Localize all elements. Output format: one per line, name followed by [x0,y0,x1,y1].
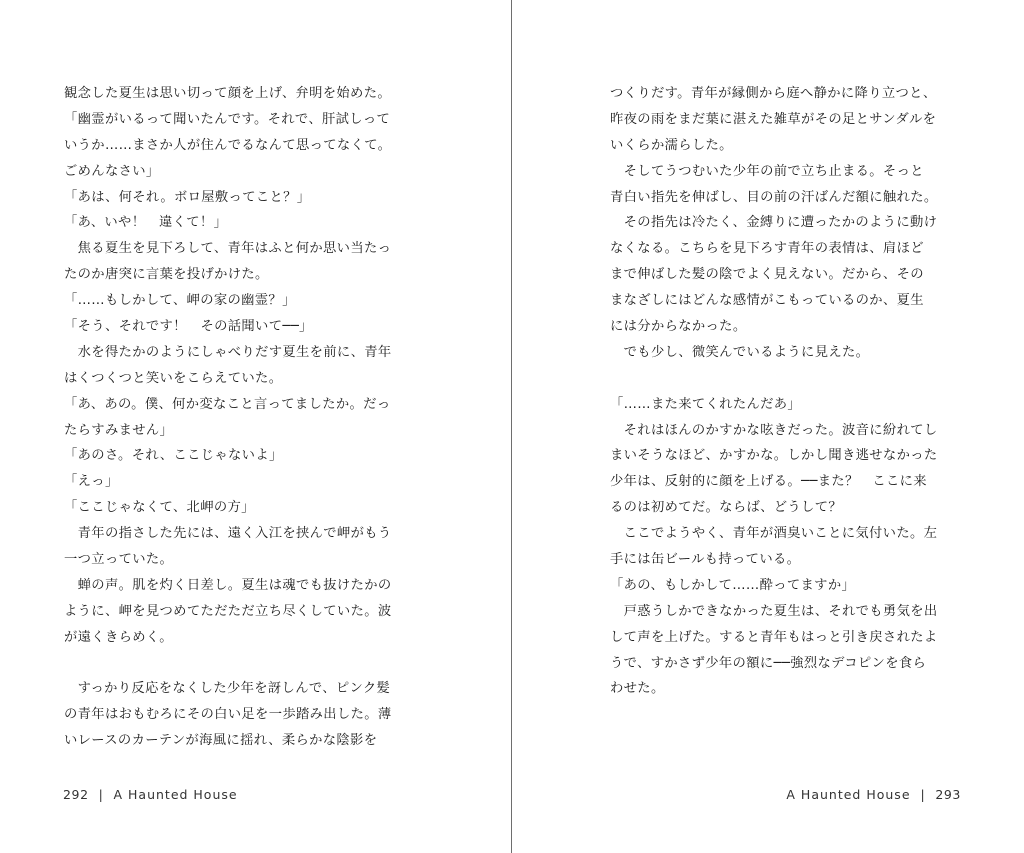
page-number: 293 [935,787,961,802]
text-line: 「……もしかして、岬の家の幽霊？」 [64,293,296,309]
right-page [513,0,1024,853]
text-line: いくらか濡らした。 [610,137,733,153]
gutter-divider [511,0,512,853]
right-page-footer [786,787,961,802]
text-line: たらすみません」 [64,422,174,438]
text-line: ように、岬を見つめてただただ立ち尽くしていた。波 [64,603,392,619]
text-line: 戸惑うしかできなかった夏生は、それでも勇気を出 [610,603,938,619]
text-line: 観念した夏生は思い切って顔を上げ、弁明を始めた。 [64,86,391,101]
text-line: 「ここじゃなくて、北岬の方」 [64,500,255,516]
text-line: 「あ、いや！ 違くて！」 [64,215,228,231]
text-line: 「あ、あの。僕、何か変なこと言ってましたか。だっ [64,396,391,412]
right-page-body [610,81,970,702]
text-line: 青年の指さした先には、遠く入江を挟んで岬がもう [64,526,392,542]
text-line: 青白い指先を伸ばし、目の前の汗ばんだ額に触れた。 [610,189,938,205]
text-line: でも少し、微笑んでいるように見えた。 [610,344,870,360]
text-line: 「あのさ。それ、ここじゃないよ」 [64,448,283,464]
text-line: それはほんのかすかな呟きだった。波音に紛れてし [610,422,938,438]
text-line: いうか……まさか人が住んでるなんて思ってなくて。 [64,137,392,153]
text-line: 「幽霊がいるって聞いたんです。それで、肝試しって [64,111,391,127]
text-line: 「えっ」 [64,474,119,490]
page-number: 292 [63,787,89,802]
text-line: 蝉の声。肌を灼く日差し。夏生は魂でも抜けたかの [64,577,392,593]
text-line: が遠くきらめく。 [64,629,173,645]
text-line: 「あの、もしかして……酔ってますか」 [610,577,856,593]
blank-line [610,366,970,392]
text-line: はくつくつと笑いをこらえていた。 [64,370,283,386]
blank-line [64,651,424,677]
text-line: ごめんなさい」 [64,163,160,179]
text-line: の青年はおもむろにその白い足を一歩踏み出した。薄 [64,707,392,723]
text-line: すっかり反応をなくした少年を訝しんで、ピンク髪 [64,681,391,697]
running-title: A Haunted House [786,787,911,802]
text-line: 水を得たかのようにしゃべりだす夏生を前に、青年 [64,344,392,360]
text-line: つくりだす。青年が縁側から庭へ静かに降り立つと、 [610,86,937,101]
text-line: 少年は、反射的に顔を上げる。──また？ ここに来 [610,474,927,490]
text-line: には分からなかった。 [610,319,747,335]
text-line: まで伸ばした髪の陰でよく見えない。だから、その [610,267,924,283]
text-line: 焦る夏生を見下ろして、青年はふと何か思い当たっ [64,241,392,257]
text-line: 「そう、それです！ その話聞いて──」 [64,319,313,335]
text-line: 「……また来てくれたんだあ」 [610,396,802,412]
text-line: いレースのカーテンが海風に揺れ、柔らかな陰影を [64,733,378,749]
text-line: なくなる。こちらを見下ろす青年の表情は、肩ほど [610,241,924,257]
footer-separator: | [98,787,104,802]
text-line: るのは初めてだ。ならば、どうして？ [610,500,842,516]
running-title: A Haunted House [113,787,238,802]
left-page-footer [63,787,238,802]
text-line: ここでようやく、青年が酒臭いことに気付いた。左 [610,526,938,542]
text-line: そしてうつむいた少年の前で立ち止まる。そっと [610,163,924,179]
text-line: うで、すかさず少年の額に──強烈なデコピンを食ら [610,655,927,671]
text-line: たのか唐突に言葉を投げかけた。 [64,267,269,283]
text-line: 昨夜の雨をまだ葉に湛えた雑草がその足とサンダルを [610,111,937,127]
text-line: 手には缶ビールも持っている。 [610,552,801,568]
left-page [0,0,511,853]
text-line: まなざしにはどんな感情がこもっているのか、夏生 [610,293,924,309]
text-line: 一つ立っていた。 [64,552,174,568]
text-line: その指先は冷たく、金縛りに遭ったかのように動け [610,215,938,231]
footer-separator: | [920,787,926,802]
text-line: して声を上げた。すると青年もはっと引き戻されたよ [610,629,938,645]
text-line: わせた。 [610,681,665,697]
text-line: 「あは、何それ。ボロ屋敷ってこと？」 [64,189,311,205]
left-page-body [64,81,424,754]
text-line: まいそうなほど、かすかな。しかし聞き逃せなかった [610,448,938,464]
